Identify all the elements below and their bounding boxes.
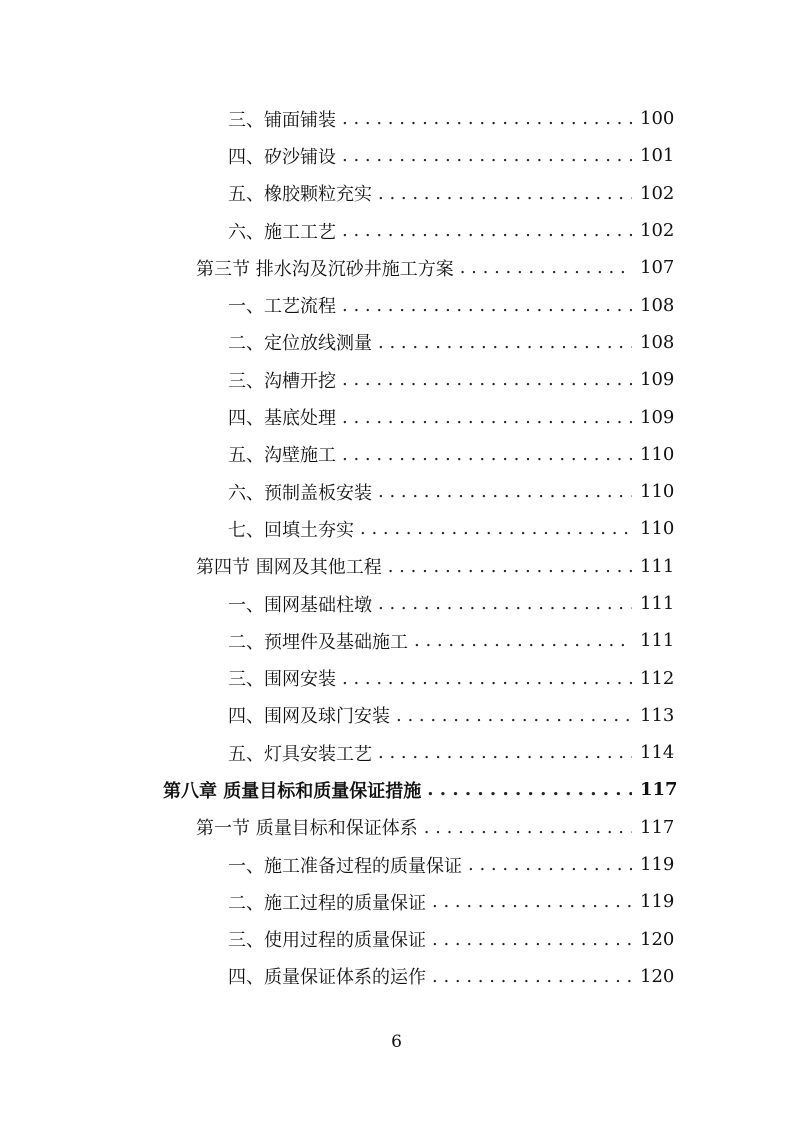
toc-entry-title: 三、使用过程的质量保证 <box>228 930 426 952</box>
toc-subsection-entry[interactable] <box>228 361 674 398</box>
toc-entry-title: 五、灯具安装工艺 <box>228 743 372 765</box>
toc-subsection-entry[interactable] <box>228 212 674 249</box>
dot-leader <box>360 518 632 539</box>
toc-entry-title: 七、回填土夯实 <box>228 519 354 541</box>
dot-leader <box>378 742 632 763</box>
toc-entry-title: 二、施工过程的质量保证 <box>228 892 426 914</box>
toc-entry-page-number: 112 <box>640 667 675 689</box>
dot-leader <box>378 183 632 204</box>
toc-entry-page-number: 120 <box>640 965 675 987</box>
toc-entry-title: 一、施工准备过程的质量保证 <box>228 855 462 877</box>
toc-chapter-entry[interactable] <box>163 771 678 808</box>
toc-entry-page-number: 111 <box>640 630 675 652</box>
toc-entry-page-number: 108 <box>640 331 675 353</box>
toc-subsection-entry[interactable] <box>228 846 674 883</box>
dot-leader <box>432 891 632 912</box>
toc-entry-title: 三、铺面铺装 <box>228 109 336 131</box>
toc-entry-page-number: 110 <box>640 481 675 503</box>
dot-leader <box>427 779 632 800</box>
toc-entry-page-number: 102 <box>640 220 675 242</box>
toc-entry-title: 六、施工工艺 <box>228 221 336 243</box>
dot-leader <box>414 630 632 651</box>
toc-entry-title: 二、定位放线测量 <box>228 333 372 355</box>
dot-leader <box>388 556 632 577</box>
dot-leader <box>432 929 632 950</box>
dot-leader <box>460 257 632 278</box>
toc-subsection-entry[interactable] <box>228 286 674 323</box>
toc-entry-title: 第八章 质量目标和质量保证措施 <box>163 780 422 802</box>
toc-entry-page-number: 110 <box>640 518 675 540</box>
toc-entry-title: 五、橡胶颗粒充实 <box>228 184 372 206</box>
dot-leader <box>342 407 632 428</box>
table-of-contents <box>0 100 793 995</box>
toc-subsection-entry[interactable] <box>228 175 674 212</box>
toc-subsection-entry[interactable] <box>228 958 674 995</box>
dot-leader <box>424 817 632 838</box>
toc-entry-page-number: 109 <box>640 406 675 428</box>
toc-subsection-entry[interactable] <box>228 137 674 174</box>
page-number: 6 <box>391 1032 402 1052</box>
dot-leader <box>342 444 632 465</box>
toc-subsection-entry[interactable] <box>228 697 674 734</box>
toc-entry-page-number: 101 <box>640 145 675 167</box>
toc-entry-page-number: 108 <box>640 294 675 316</box>
dot-leader <box>342 369 632 390</box>
toc-subsection-entry[interactable] <box>228 622 674 659</box>
toc-entry-title: 四、基底处理 <box>228 408 336 430</box>
toc-entry-page-number: 119 <box>640 854 675 876</box>
toc-subsection-entry[interactable] <box>228 436 674 473</box>
dot-leader <box>378 593 632 614</box>
dot-leader <box>378 481 632 502</box>
toc-entry-title: 四、围网及球门安装 <box>228 706 390 728</box>
toc-entry-page-number: 120 <box>640 928 675 950</box>
toc-subsection-entry[interactable] <box>228 398 674 435</box>
toc-entry-page-number: 111 <box>640 555 675 577</box>
toc-entry-page-number: 107 <box>640 257 675 279</box>
dot-leader <box>342 668 632 689</box>
toc-entry-title: 六、预制盖板安装 <box>228 482 372 504</box>
toc-entry-page-number: 117 <box>640 779 678 801</box>
toc-subsection-entry[interactable] <box>228 324 674 361</box>
toc-entry-title: 四、矽沙铺设 <box>228 146 336 168</box>
toc-section-entry[interactable] <box>196 249 674 286</box>
toc-entry-page-number: 114 <box>640 742 675 764</box>
dot-leader <box>396 705 632 726</box>
dot-leader <box>432 966 632 987</box>
toc-subsection-entry[interactable] <box>228 883 674 920</box>
dot-leader <box>342 220 632 241</box>
toc-entry-title: 第三节 排水沟及沉砂井施工方案 <box>196 258 454 280</box>
toc-subsection-entry[interactable] <box>228 510 674 547</box>
toc-entry-title: 五、沟壁施工 <box>228 445 336 467</box>
toc-entry-page-number: 109 <box>640 369 675 391</box>
toc-entry-title: 三、围网安装 <box>228 669 336 691</box>
toc-entry-title: 三、沟槽开挖 <box>228 370 336 392</box>
dot-leader <box>468 854 632 875</box>
toc-entry-title: 四、质量保证体系的运作 <box>228 967 426 989</box>
toc-entry-page-number: 102 <box>640 182 675 204</box>
dot-leader <box>378 332 632 353</box>
toc-entry-title: 第一节 质量目标和保证体系 <box>196 818 418 840</box>
toc-subsection-entry[interactable] <box>228 734 674 771</box>
toc-entry-page-number: 110 <box>640 443 675 465</box>
toc-entry-page-number: 113 <box>640 704 675 726</box>
toc-section-entry[interactable] <box>196 548 674 585</box>
toc-entry-page-number: 119 <box>640 891 675 913</box>
toc-subsection-entry[interactable] <box>228 659 674 696</box>
dot-leader <box>342 295 632 316</box>
toc-entry-page-number: 111 <box>640 593 675 614</box>
toc-subsection-entry[interactable] <box>228 585 674 622</box>
toc-entry-title: 二、预埋件及基础施工 <box>228 631 408 653</box>
toc-subsection-entry[interactable] <box>228 100 674 137</box>
toc-entry-page-number: 100 <box>640 108 675 130</box>
toc-section-entry[interactable] <box>196 809 674 846</box>
toc-entry-title: 一、工艺流程 <box>228 296 336 318</box>
toc-entry-title: 第四节 围网及其他工程 <box>196 557 382 579</box>
toc-entry-title: 一、围网基础柱墩 <box>228 594 372 616</box>
toc-entry-page-number: 117 <box>640 816 675 838</box>
dot-leader <box>342 108 632 129</box>
dot-leader <box>342 145 632 166</box>
toc-subsection-entry[interactable] <box>228 921 674 958</box>
toc-subsection-entry[interactable] <box>228 473 674 510</box>
